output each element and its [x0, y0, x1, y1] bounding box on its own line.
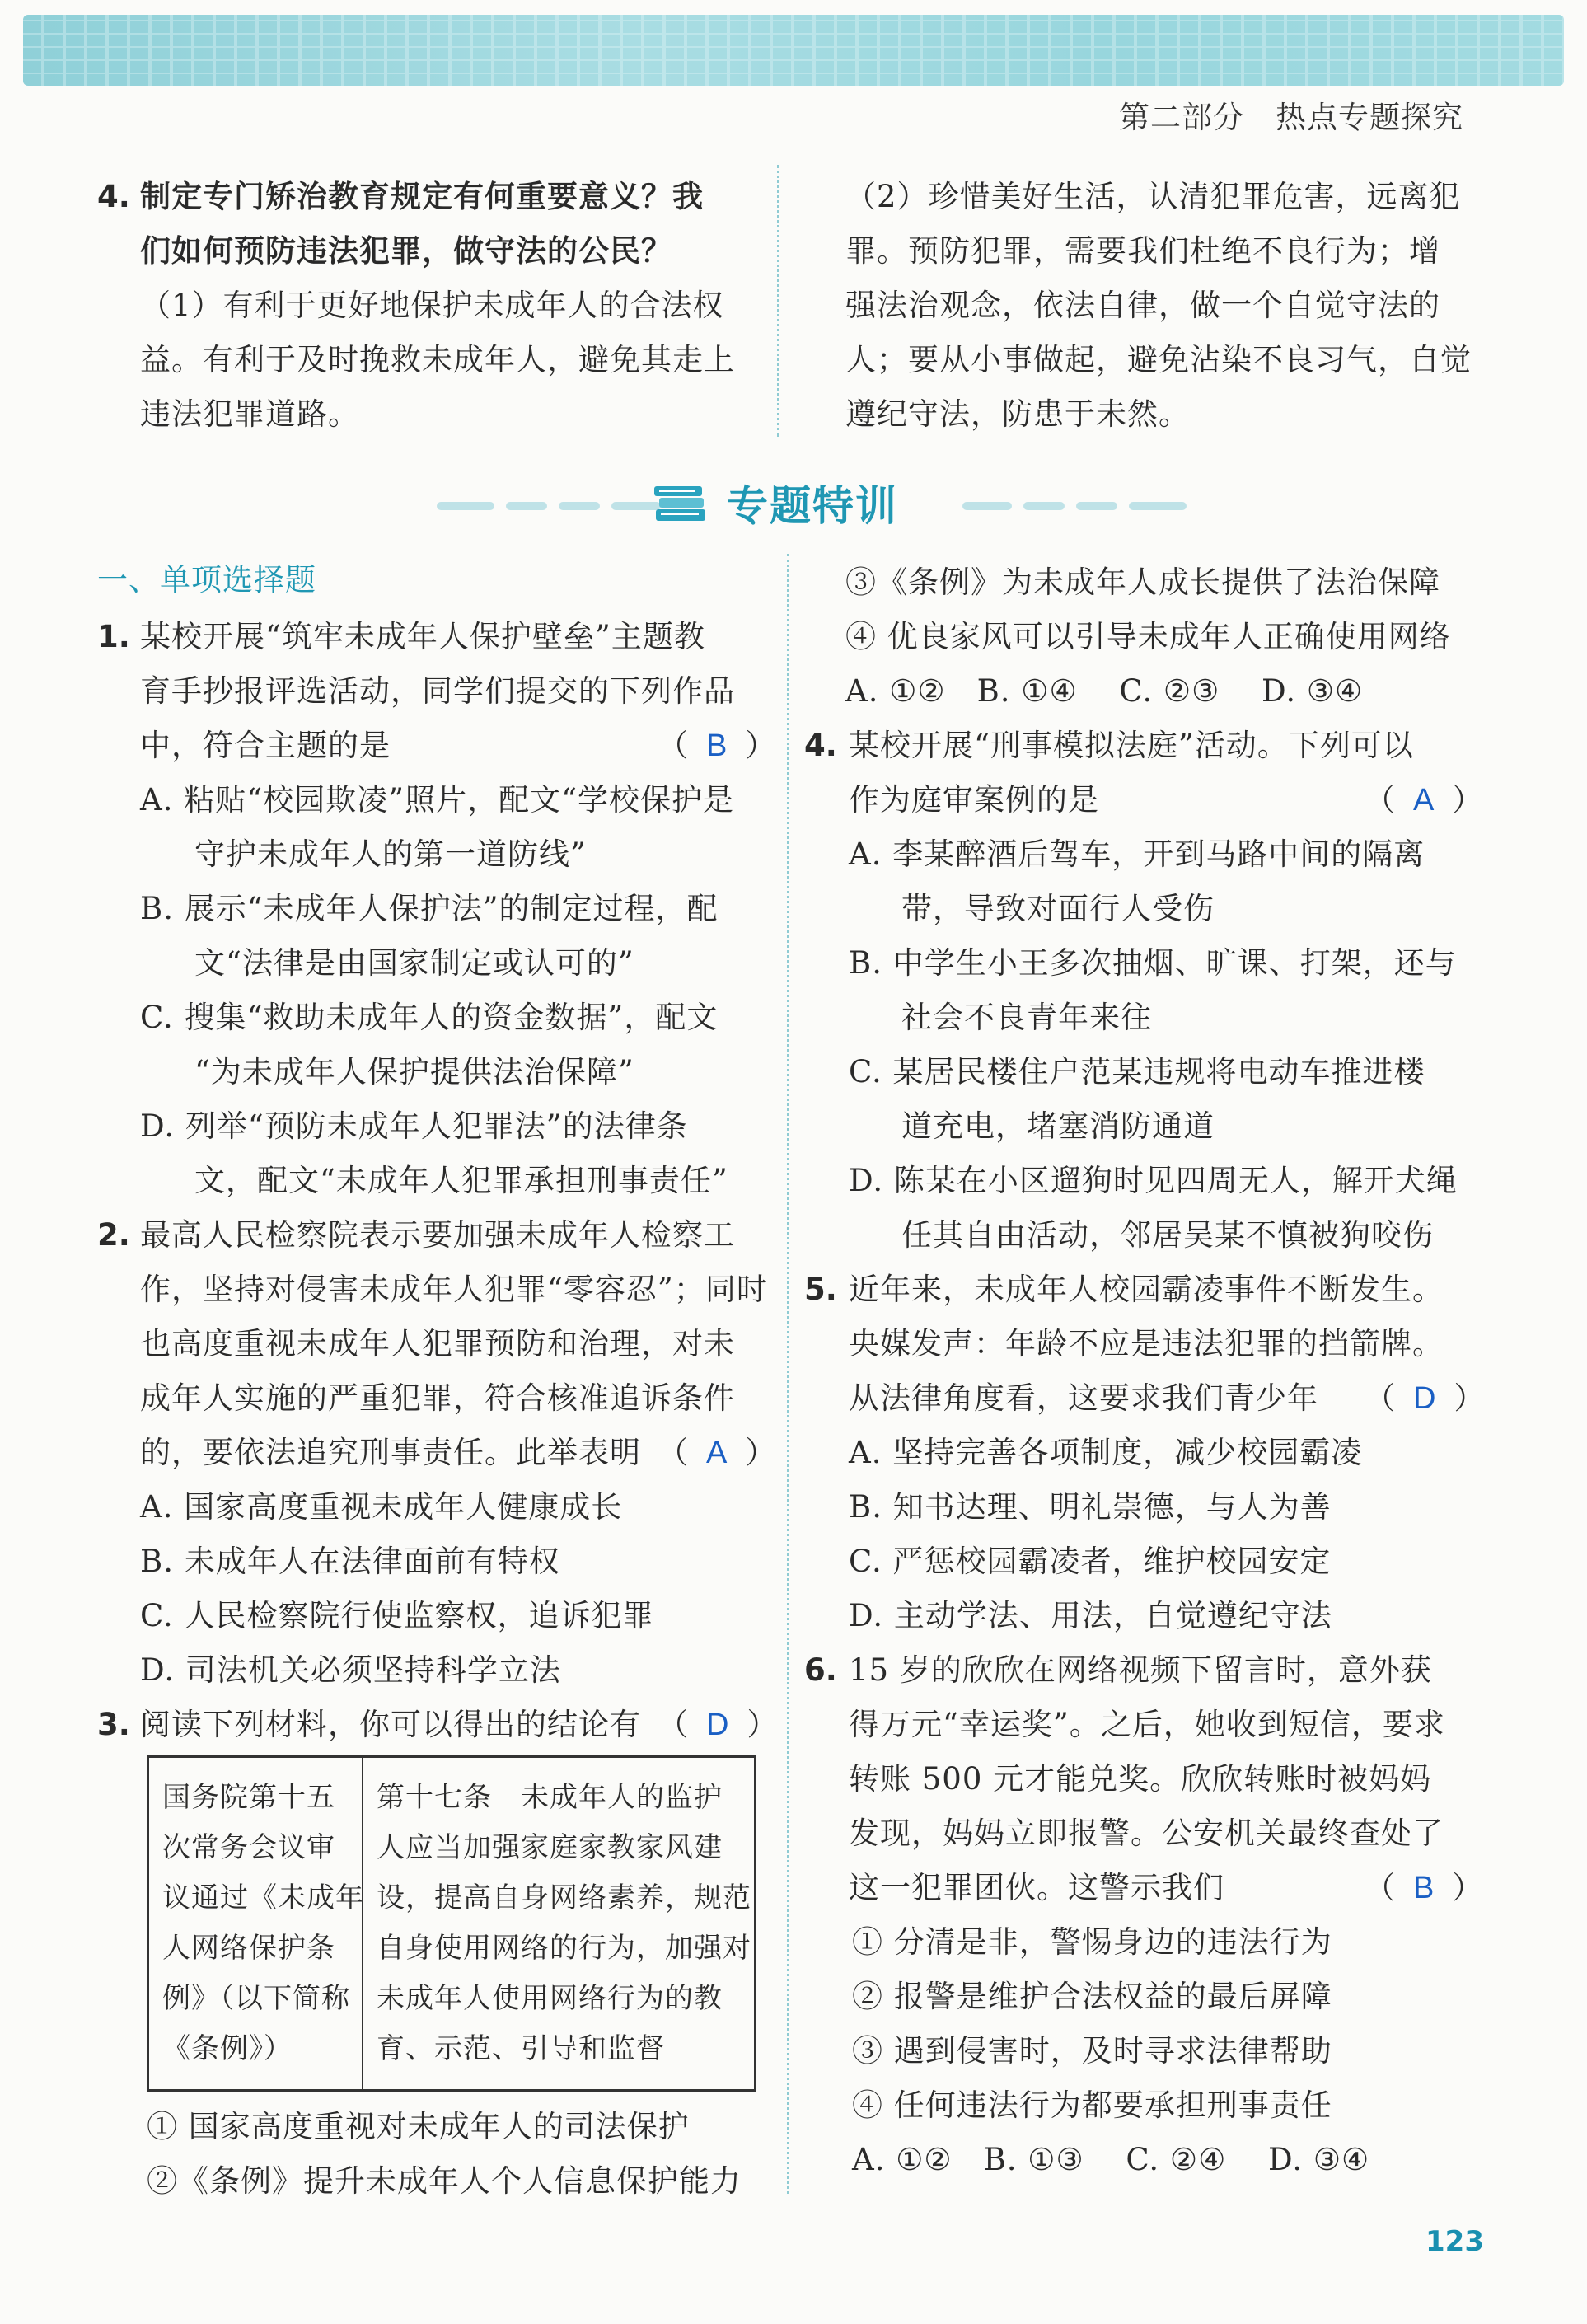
intro-answer-left-line: 违法犯罪道路。 [140, 396, 359, 432]
option-line: B. 知书达理、明礼崇德，与人为善 [849, 1489, 1332, 1525]
question-number: 5. [804, 1272, 837, 1307]
header-part: 第二部分 [1119, 100, 1244, 135]
statement-line: ① 国家高度重视对未成年人的司法保护 [147, 2109, 690, 2144]
option-line: D. 司法机关必须坚持科学立法 [140, 1652, 561, 1688]
intro-question-number: 4. [97, 179, 130, 214]
intro-answer-right-line: 强法治观念，依法自律，做一个自觉守法的 [845, 288, 1440, 323]
question-stem-line: 也高度重视未成年人犯罪预防和治理，对未 [140, 1326, 735, 1361]
question-stem-line: 转账 500 元才能兑奖。欣欣转账时被妈妈 [849, 1761, 1432, 1797]
option-line: 守护未成年人的第一道防线” [194, 836, 587, 872]
answer-bracket: （ B ） [658, 728, 776, 763]
option-line: 带，导致对面行人受伤 [901, 891, 1215, 926]
question-stem-line: 育手抄报评选活动，同学们提交的下列作品 [140, 673, 735, 709]
top-banner [23, 15, 1564, 86]
question-stem-line: 中，符合主题的是 [140, 728, 391, 763]
question-stem-line: 这一犯罪团伙。这警示我们 [849, 1870, 1224, 1905]
header-topic: 热点专题探究 [1276, 100, 1463, 135]
answer-value: D [1413, 1381, 1436, 1416]
intro-answer-right-line: 人；要从小事做起，避免沾染不良习气，自觉 [845, 342, 1472, 377]
answer-value: B [706, 729, 728, 763]
statement-line: ②《条例》提升未成年人个人信息保护能力 [147, 2163, 742, 2199]
answer-value: A [1413, 783, 1435, 818]
option-line: D. 陈某在小区遛狗时见四周无人，解开犬绳 [849, 1163, 1458, 1198]
intro-answer-left-line: 益。有利于及时挽救未成年人，避免其走上 [140, 342, 735, 377]
section-dashes-left [437, 498, 672, 506]
table-line: 国务院第十五 [162, 1781, 335, 1814]
table-line: 第十七条 未成年人的监护 [377, 1781, 723, 1814]
question-stem-line: 央媒发声：年龄不应是违法犯罪的挡箭牌。 [849, 1326, 1444, 1361]
answer-value: A [706, 1436, 728, 1470]
column-divider [777, 165, 779, 437]
option-line: C. 人民检察院行使监察权，追诉犯罪 [140, 1598, 654, 1633]
section-dashes-right [962, 498, 1198, 506]
table-line: 议通过《未成年 [162, 1881, 364, 1914]
answer-bracket: （ B ） [1365, 1870, 1483, 1905]
option-line: 道充电，堵塞消防通道 [901, 1108, 1215, 1144]
option-line: 社会不良青年来往 [901, 1000, 1152, 1035]
option-line: 任其自由活动，邻居吴某不慎被狗咬伤 [901, 1217, 1434, 1253]
intro-question-line2: 们如何预防违法犯罪，做守法的公民？ [140, 233, 672, 269]
answer-bracket: （ D ） [1365, 1380, 1485, 1416]
column-divider [787, 554, 789, 2194]
option-line: B. 未成年人在法律面前有特权 [140, 1544, 560, 1579]
statement-line: ④ 任何违法行为都要承担刑事责任 [852, 2087, 1332, 2123]
question-number: 6. [804, 1652, 837, 1688]
choice-line: A. ①② B. ①③ C. ②④ D. ③④ [852, 2142, 1370, 2177]
answer-value: D [706, 1708, 729, 1742]
material-table [147, 1755, 756, 2092]
question-number: 1. [97, 619, 130, 654]
option-line: “为未成年人保护提供法治保障” [194, 1054, 634, 1089]
question-stem-line: 从法律角度看，这要求我们青少年 [849, 1380, 1318, 1416]
question-number: 2. [97, 1217, 130, 1253]
statement-line: ② 报警是维护合法权益的最后屏障 [852, 1979, 1332, 2014]
option-line: B. 展示“未成年人保护法”的制定过程，配 [140, 891, 719, 926]
question-stem-line: 15 岁的欣欣在网络视频下留言时，意外获 [849, 1652, 1432, 1688]
answer-bracket: （ D ） [658, 1707, 778, 1742]
table-line: 人应当加强家庭家教家风建 [377, 1831, 723, 1864]
option-line: B. 中学生小王多次抽烟、旷课、打架，还与 [849, 945, 1457, 981]
table-line: 育、示范、引导和监督 [377, 2032, 665, 2065]
option-line: D. 主动学法、用法，自觉遵纪守法 [849, 1598, 1332, 1633]
table-line: 《条例》） [162, 2032, 293, 2065]
answer-value: B [1413, 1871, 1435, 1905]
books-icon [651, 478, 710, 527]
answer-bracket: （ A ） [1365, 782, 1483, 818]
option-line: 文，配文“未成年人犯罪承担刑事责任” [194, 1163, 728, 1198]
question-number: 3. [97, 1707, 130, 1742]
option-line: A. 坚持完善各项制度，减少校园霸凌 [849, 1435, 1363, 1470]
intro-answer-left-line: （1）有利于更好地保护未成年人的合法权 [140, 288, 724, 323]
page-number: 123 [1425, 2225, 1484, 2258]
intro-answer-right-line: 罪。预防犯罪，需要我们杜绝不良行为；增 [845, 233, 1440, 269]
question-stem-line: 成年人实施的严重犯罪，符合核准追诉条件 [140, 1380, 735, 1416]
section-title: 专题特训 [727, 482, 898, 530]
material-table-left-cell [149, 1758, 363, 2089]
choice-line: A. ①② B. ①④ C. ②③ D. ③④ [845, 673, 1364, 709]
material-table-right-cell [363, 1758, 754, 2104]
question-stem-line: 作，坚持对侵害未成年人犯罪“零容忍”；同时 [140, 1272, 768, 1307]
option-line: 文“法律是由国家制定或认可的” [194, 945, 634, 981]
table-line: 设，提高自身网络素养，规范 [377, 1881, 751, 1914]
answer-bracket: （ A ） [658, 1435, 776, 1470]
option-line: D. 列举“预防未成年人犯罪法”的法律条 [140, 1108, 688, 1144]
option-line: A. 李某醉酒后驾车，开到马路中间的隔离 [849, 836, 1425, 872]
section-subtitle: 一、单项选择题 [97, 562, 316, 597]
option-line: C. 搜集“救助未成年人的资金数据”，配文 [140, 1000, 719, 1035]
statement-line: ③ 遇到侵害时，及时寻求法律帮助 [852, 2033, 1332, 2069]
section-heading [651, 470, 936, 536]
running-header [1119, 92, 1463, 137]
intro-question-line1: 制定专门矫治教育规定有何重要意义？我 [140, 179, 704, 214]
question-stem-line: 最高人民检察院表示要加强未成年人检察工 [140, 1217, 735, 1253]
question-stem-line: 作为庭审案例的是 [849, 782, 1099, 818]
intro-answer-right-line: 遵纪守法，防患于未然。 [845, 396, 1190, 432]
option-line: C. 严惩校园霸凌者，维护校园安定 [849, 1544, 1332, 1579]
table-line: 人网络保护条 [162, 1932, 335, 1965]
question-stem-line: 发现，妈妈立即报警。公安机关最终查处了 [849, 1816, 1444, 1851]
intro-answer-right-line: （2）珍惜美好生活，认清犯罪危害，远离犯 [845, 179, 1461, 214]
question-stem-line: 某校开展“筑牢未成年人保护壁垒”主题教 [140, 619, 705, 654]
question-stem-line: 阅读下列材料，你可以得出的结论有 [140, 1707, 641, 1742]
option-line: A. 国家高度重视未成年人健康成长 [140, 1489, 623, 1525]
table-line: 自身使用网络的行为，加强对 [377, 1932, 751, 1965]
question-stem-line: 的，要依法追究刑事责任。此举表明 [140, 1435, 641, 1470]
statement-line: ④ 优良家风可以引导未成年人正确使用网络 [845, 619, 1451, 654]
table-line: 未成年人使用网络行为的教 [377, 1982, 723, 2015]
question-stem-line: 近年来，未成年人校园霸凌事件不断发生。 [849, 1272, 1444, 1307]
table-line: 次常务会议审 [162, 1831, 335, 1864]
question-number: 4. [804, 728, 837, 763]
table-line: 例》（以下简称 [162, 1982, 350, 2015]
option-line: A. 粘贴“校园欺凌”照片，配文“学校保护是 [140, 782, 734, 818]
statement-line: ① 分清是非，警惕身边的违法行为 [852, 1924, 1332, 1960]
question-stem-line: 某校开展“刑事模拟法庭”活动。下列可以 [849, 728, 1414, 763]
statement-line: ③《条例》为未成年人成长提供了法治保障 [845, 565, 1440, 600]
option-line: C. 某居民楼住户范某违规将电动车推进楼 [849, 1054, 1425, 1089]
question-stem-line: 得万元“幸运奖”。之后，她收到短信，要求 [849, 1707, 1445, 1742]
